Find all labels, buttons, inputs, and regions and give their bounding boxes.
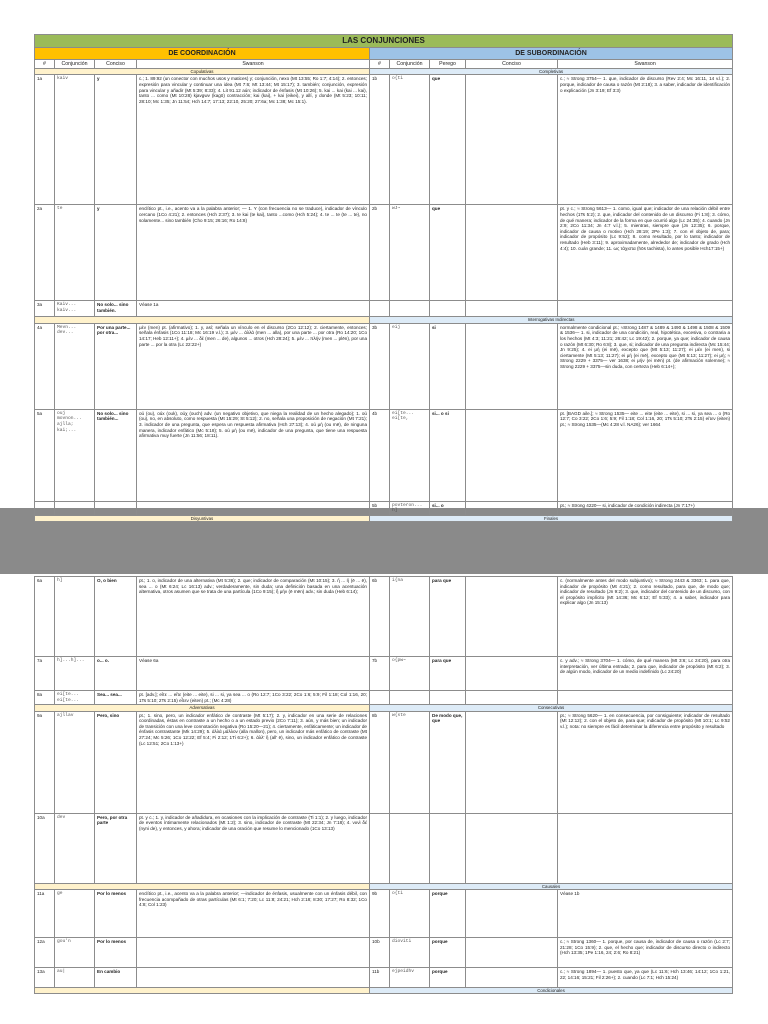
row-number-right: 5b — [370, 501, 390, 515]
swanson-left: oú (ou), oúx (ouk), oúχ (ouch) adv. (un negativo objetivo, que niega la realidad de un hecho alegado); 1. oú (ou), no, en absoluto, como respuesta (Mt 15:29; St 5:12); 2. no, señala una proposición de negación (Mt 7:21); 3. indicador de una pregunta, que espera un respuesta afirmativa (Hch 27:13); 4. oú μή (ou mē), de ninguna manera, indicador enfático (Mc 5:18); 5. oú μή (ou mē), indicador de una pregunta, que tiene una respuesta afirmativa muy fuerte (Jn 11:56; 18:11). — [137, 409, 370, 501]
row-number-left: 5a — [35, 409, 55, 501]
conciso-left: En cambio — [95, 968, 137, 988]
header-swanson-left: Swanson — [137, 60, 370, 69]
conjunction-left: dev — [55, 813, 95, 883]
conjunction-right: w{ste — [390, 711, 430, 813]
conciso-right — [466, 75, 558, 205]
header-perego-right: Perego — [430, 60, 466, 69]
row-number-right: 1b — [370, 75, 390, 205]
swanson-right — [558, 301, 733, 317]
perego-right: si... o — [430, 501, 466, 515]
row-number-left: 13a — [35, 968, 55, 988]
row-number-left: 2a — [35, 205, 55, 301]
conciso-left: O, o bien — [95, 577, 137, 657]
conciso-right — [466, 938, 558, 968]
conciso-left: Por una parte... por otra... — [95, 323, 137, 409]
conciso-left: o... o. — [95, 657, 137, 691]
perego-right: para que — [430, 657, 466, 691]
conciso-right — [466, 711, 558, 813]
conjunction-left: gou'n — [55, 938, 95, 968]
row-number-left: 12a — [35, 938, 55, 968]
perego-right: porque — [430, 890, 466, 938]
conjunction-left: h] — [55, 577, 95, 657]
category-empty-left — [35, 988, 370, 994]
conciso-left: Por lo menos — [95, 938, 137, 968]
category-consecutivas: Consecutivas — [370, 705, 733, 711]
conciso-right — [466, 409, 558, 501]
header-num-left: # — [35, 60, 55, 69]
conjunction-right: wJ~ — [390, 205, 430, 301]
conjunction-right: o{ti — [390, 75, 430, 205]
row-number-right — [370, 691, 390, 705]
row-number-left: 1a — [35, 75, 55, 205]
conciso-left — [95, 501, 137, 515]
conjunction-right: ejpeidhv — [390, 968, 430, 988]
conciso-right — [466, 301, 558, 317]
swanson-right: normalmente condicional pt.; ≈Strong 1487 & 1489 & 1490 & 1498 & 1508 & 1509 & 1536— 1. si, indicador de una condición, real, hipotética, excesiva, o contraria a los hechos (Mt 4:3; 11:21; 26:42; Lc 19:42); 2. porque, ya que; indicador de causa o razón (Mt 6:30; Ro 6:8); 3. que, si; indicador de una pregunta indirecta (Mc 15:44; Jn 9:25); 4. ei μή (ei mē), excepto que (Mt 5:13; 11:27); ei μέν (ei men), si ciertamente (Mt 5:13; 11:27); ei μή (ei mē), excepto que (Mt 5:13; 11:27); ei μή; ≈ Strong 2229 + 3375— ver 1638; ei μήν (ei mēn) pt. (de afirmación solemne); ≈ Strong 2229 + 3375—sin duda, con certeza (Heb 6:14+); — [558, 323, 733, 409]
table-row — [35, 323, 733, 409]
swanson-left: Véase 1a — [137, 301, 370, 317]
swanson-right: c. y adv.; ≈ Strong 3704— 1. cómo, de qué manera (Mt 3:6; Lc 24:20), para otra interpretación, ver última entrada; 2. para que, indicador de propósito (Mt 6:2); 3. de algún modo, indicador de un medio indefinido (Lc 24:20) — [558, 657, 733, 691]
row-number-left: 6a — [35, 577, 55, 657]
table-row — [35, 75, 733, 205]
row-number-left: 3a — [35, 301, 55, 317]
swanson-left: c.; 1. 89:92 (un conector con muchos usos y matices) y; conjunción, nexo (Mt 13:55; Ro 1:7; 4:14); 2. entonces; expresión para vincular y continuar una idea (Mt 7:6; Mt 13:44; Mt 15:17); 3. también; conjunción, expresión para vincular y añadir (Mt 5:39; 8:33); 4. Lit 91.12 aún; indicador de énfasis (Mt 10:26); 5. kai ... kai (kai ... kai), tanto ... como (Mt 10:28) kjavgwv (kagō) contracción; kai (kai), + kai (eikei), y allí, y donde (Mt 5:23; 10:11; 28:10; Mc 1:35; Jn 11:54; Hch 14:7; 17:13; 22:10, 25:20; 27:6a; Mc 1:38; Mc 15:1). — [137, 75, 370, 205]
category-finales: Finales — [370, 516, 733, 522]
conjunction-right — [390, 813, 430, 883]
category-adversativas: Adversativas — [35, 705, 370, 711]
conciso-left: Por lo menos — [95, 890, 137, 938]
row-number-left: 10a — [35, 813, 55, 883]
swanson-right: c.; ≈ Strong 1894— 1. puesto que, ya que (Lc 11:6; Hch 13:46; 14:12; 1Co 1:21, 22; 14:16; 15:21; Fil 2:26+); 2. cuando (Lc 7:1; Hch 15:24) — [558, 968, 733, 988]
perego-right: para que — [430, 577, 466, 657]
table-row — [35, 938, 733, 968]
row-number-right: 4b — [370, 409, 390, 501]
swanson-right: c. (normalmente antes del modo subjuntivo); ≈ Strong 2443 & 3363; 1. para que, indicador de propósito (Mt 4:21); 2. como resultado, para que, de modo que; indicador de resultado (Jn 9:2); 3. que, indicador del contenido de un discurso, con el propósito implícito (Mt 14:36; Mc 6:12; Ef 5:33); 4. a saber, indicador para explicar algo (Jn 15:13) — [558, 577, 733, 657]
category-row — [35, 516, 733, 522]
header-swanson-right: Swanson — [558, 60, 733, 69]
row-number-right: 11b — [370, 968, 390, 988]
perego-right — [430, 691, 466, 705]
conjunctions-table-page-2 — [34, 576, 733, 994]
conciso-left: Pero, por otra parte — [95, 813, 137, 883]
header-conj-right: Conjunción — [390, 60, 430, 69]
header-conciso-right: Conciso — [466, 60, 558, 69]
swanson-left: pt. y c.; 1. y, indicador de añadidura, en ocasiones con la implicación de contraste (Ti 1:1); 2. y luego, indicador de eventos íntimamente relacionados (Mt 1:2); 3. sino, indicador de contraste (Mt 22:34; Jn 7:18); 4. νυνὶ δέ (nyni de), y entonces, y ahora; indicador de una oración que resume lo mencionado (1Co 13:13) — [137, 813, 370, 883]
conjunction-left: te — [55, 205, 95, 301]
swanson-right: pt. y c.; ≈ Strong 5613— 1. como, igual que; indicador de una relación débil entre hechos (1Ts 5:2); 2. que, indicador del contenido de un discurso (Fi 1:8); 3. cómo, de qué manera; indicador de la forma en que ocurrió algo (Lc 24:35); 4. cuando (Jn 2:9; 2Co 11:34; Jn 4:7 v.l.); 5. mientras, siempre que (Jn 12:35); 6. porque, indicador de causa o motivo (Hch 28:19; 2Pe 1:3); 7. con el objeto de, para; indicador de propósito (Lc 9:52); 8. como resultado, por lo tanto; indicador de resultado (Heb 3:11); 9. aproximadamente, alrededor de; indicador de grado (Hch 4:4); 10. cuán grande; 11. ως τάχιστα (hōs tachista), lo antes posible Hch17:15+) — [558, 205, 733, 301]
conjunction-left: ajllav — [55, 711, 95, 813]
category-row — [35, 988, 733, 994]
perego-right — [430, 301, 466, 317]
conjunction-left: au| — [55, 968, 95, 988]
swanson-left: pt.; 1. o, indicador de una alternativa (Mt 5:36); 2. que; indicador de comparación (Mt 10:15); 3. ἤ ... ἤ (ē ... ē), sea ... o (Mt 6:24; Lc 16:13) adv.; verdaderamente, sin duda; una definición basada en una acentuación alternativa, otros asumen que se trata de una partícula (1Co 9:15); ἦ μήν (ē mēn) adv.; sin duda (Heb 6:14); — [137, 577, 370, 657]
row-number-right: 7b — [370, 657, 390, 691]
row-number-left: 4a — [35, 323, 55, 409]
page-title: LAS CONJUNCIONES — [35, 35, 733, 48]
column-headers — [35, 60, 733, 69]
perego-right: porque — [430, 938, 466, 968]
table-row — [35, 577, 733, 657]
table-row — [35, 711, 733, 813]
conjunction-right — [390, 691, 430, 705]
swanson-right: c.; ≈ Strong 3754— 1. que, indicador de discurso (Rev 2:4; Mc 16:11, 14 v.l.); 2. porque, indicador de causa o razón (Mt 2:18); 3. a saber, indicador de identificación o explicación (Jn 3:19; Ef 3:3) — [558, 75, 733, 205]
row-number-right: 3b — [370, 323, 390, 409]
table-row — [35, 890, 733, 938]
swanson-right: pt.; ≈ Strong 4220— si, indicador de condición indirecta (Jn 7:17+) — [558, 501, 733, 515]
conjunction-left: Mevn... dev... — [55, 323, 95, 409]
swanson-left: enclítico pt., i.e., acento va a la palabra anterior; —indicador de énfasis, usualmente con un énfasis débil, con frecuencia acompañado de otras partículas (Mt 6:1; 7:20; Lc 11:8; 24:21; Hch 2:18; 8:30; 17:27; Ro 8:32; 1Co 4:8; Col 1:23) — [137, 890, 370, 938]
conjunction-right: ei[te... ei[te, — [390, 409, 430, 501]
conjunction-right: o{ti — [390, 890, 430, 938]
conciso-left: Pero, sino — [95, 711, 137, 813]
table-row — [35, 813, 733, 883]
conjunction-left: h]...h]... — [55, 657, 95, 691]
header-conj-left: Conjunción — [55, 60, 95, 69]
category-disyuntivas: Disyuntivas — [35, 516, 370, 522]
section-coordination: DE COORDINACIÓN — [35, 48, 370, 60]
perego-right: si — [430, 323, 466, 409]
conjunction-right: povteron... h] — [390, 501, 430, 515]
swanson-right: Véase 1b — [558, 890, 733, 938]
conjunction-right: eij — [390, 323, 430, 409]
conciso-right — [466, 968, 558, 988]
row-number-right: 2b — [370, 205, 390, 301]
table-row — [35, 301, 733, 317]
perego-right: si... o si — [430, 409, 466, 501]
row-number-right: 9b — [370, 890, 390, 938]
table-row — [35, 968, 733, 988]
header-conciso-left: Conciso — [95, 60, 137, 69]
swanson-left: pt.; 1. sino, pero, un indicador enfático de contraste (Mt 5:17); 2. y, indicador en una serie de relaciones coordinadas, éstas en contraste a un hecho o a un estado previo (2Co 7:11); 3. aún, y más bien; un indicador de transición con una leve connotación negativa (Ro 15:20—21); 4. ciertamente, enfáticamente; un indicador de énfasis contrastante (Mk 14:29); 5. ἀλλά μάλλον (alla mallon), pero, un indicador más enfático de contraste (Mt 27:24; Mc 5:26; 1Co 12:22; Ef 5:4; Fi 2:12; 1Ti 6:2+); 6. ἀλλ' ἤ (all' ē), sino, un indicador enfático de contraste (Lc 12:51; 2Co 1:13+) — [137, 711, 370, 813]
section-subordination: DE SUBORDINACIÓN — [370, 48, 733, 60]
swanson-right — [558, 691, 733, 705]
conjunction-right: o{pw~ — [390, 657, 430, 691]
conjunction-left: Kaiv... kaiv... — [55, 301, 95, 317]
row-number-left: 8a — [35, 691, 55, 705]
swanson-right: pt. [BAGD aile.]; ≈ Strong 1535— eite ... eite (eite ... eite), si ... si, ya sea ... o (Ro 12:7; Co 3:22; 2Co 1:6; 5:9; Fil 1:18; Col 1:16, 20; 1Ts 5:10; 2Ts 2:15) eíτεν (eiten) pt.; ≈ Strong 1535—(Mc 4:28 v.l. NA26); ver 1664 — [558, 409, 733, 501]
row-number-right — [370, 813, 390, 883]
table-row — [35, 657, 733, 691]
conjunction-right: i{na — [390, 577, 430, 657]
conjunction-left: ge — [55, 890, 95, 938]
category-interrogativas: Interrogativas Indirectas — [370, 317, 733, 323]
table-row — [35, 205, 733, 301]
conjunction-left: kaiv — [55, 75, 95, 205]
table-row — [35, 409, 733, 501]
header-num-right: # — [370, 60, 390, 69]
row-number-right: 8b — [370, 711, 390, 813]
conciso-right — [466, 890, 558, 938]
swanson-left: enclítico pt., i.e., acento va a la palabra anterior; — 1. Y (con frecuencia no se traduce), indicador de vínculo cercano (1Co 4:21); 2. entonces (Hch 2:37); 3. te kai (te kai), tanto ...como (Hch 5:24); 4. te ... te (te ... te), no solamente... sino también (Cho 9:15; 26:16; Ro 14:8) — [137, 205, 370, 301]
conciso-left: No solo... sino también. — [95, 301, 137, 317]
swanson-right — [558, 813, 733, 883]
category-copulativas: Copulativas — [35, 69, 370, 75]
row-number-left: 9a — [35, 711, 55, 813]
conjunction-left — [55, 501, 95, 515]
category-causales: Causales — [370, 883, 733, 889]
perego-right: que — [430, 205, 466, 301]
table-row — [35, 691, 733, 705]
conjunction-left: ouj movnon... ajlla; kai;... — [55, 409, 95, 501]
swanson-left — [137, 938, 370, 968]
conciso-left: y — [95, 205, 137, 301]
row-number-left: 7a — [35, 657, 55, 691]
row-number-right: 6b — [370, 577, 390, 657]
swanson-left: Véase 6a — [137, 657, 370, 691]
perego-right: porque — [430, 968, 466, 988]
conciso-left: y — [95, 75, 137, 205]
category-completivas: Completivas — [370, 69, 733, 75]
swanson-left: pt. [adv.]; eἴτε ... eἴτε (eite ... eite), si ... si, ya sea ... o (Ro 12:7; 1Co 3:22; 2Co 1:6; 5:9; Fil 1:18; Col 1:16, 20; 1Ts 5:10; 2Ts 2:15) eἶτεν (eiten) pt.; (Mc 4:28) — [137, 691, 370, 705]
conciso-right — [466, 657, 558, 691]
conjunctions-table-page-1 — [34, 34, 733, 522]
swanson-left: μέν (men) pt. (afirmativo); 1. y, así; señala un vínculo en el discurso (2Co 12:12); 2. ciertamente, entonces; señala énfasis (1Co 11:18; Mc 16:19 v.l.); 3. μέν ... ἀλλά (men ... alla), por una parte ... por otra (Ro 14:20; 1Co 14:17; Heb 12:11+); 4. μέν ... δέ (men ... de), algunos ... otros (Hch 28:24); 5. μέν ... πλήν (men ... plēn), por una parte ... por la otra (Lc 22:22+) — [137, 323, 370, 409]
perego-right: que — [430, 75, 466, 205]
swanson-right: c.; ≈ Strong 1360— 1. porque, por causa de, indicador de causa o razón (Lc 2:7; 21:28; 1Co 15:9); 2. que, el hecho que; indicador de discurso directo o indirecto (Hch 13:35; 1Pe 1:16, 24; 2:6; Ro 8:21) — [558, 938, 733, 968]
conjunction-right — [390, 301, 430, 317]
document-page-2 — [0, 574, 768, 1024]
perego-right: De modo que, que — [430, 711, 466, 813]
row-number-right — [370, 301, 390, 317]
swanson-right: pt.; ≈ Strong 5620— 1. en consecuencia, por consiguiente; indicador de resultado (Mt 12:12); 2. con el objeto de, para que; indicador de propósito (Mt 10:1; Lc 9:52 v.l.); nota: no siempre es fácil determinar la diferencia entre propósito y resultado — [558, 711, 733, 813]
conciso-right — [466, 691, 558, 705]
swanson-left — [137, 501, 370, 515]
conciso-right — [466, 501, 558, 515]
conciso-right — [466, 205, 558, 301]
row-number-left: 11a — [35, 890, 55, 938]
conciso-left: Sea... sea... — [95, 691, 137, 705]
perego-right — [430, 813, 466, 883]
swanson-left — [137, 968, 370, 988]
conjunction-left: ei[te... ei[te... — [55, 691, 95, 705]
conciso-right — [466, 323, 558, 409]
conciso-right — [466, 577, 558, 657]
conjunction-right: dioviti — [390, 938, 430, 968]
category-condicionales: Condicionales — [370, 988, 733, 994]
conciso-right — [466, 813, 558, 883]
conciso-left: No solo... sino también... — [95, 409, 137, 501]
table-row — [35, 501, 733, 515]
row-number-left — [35, 501, 55, 515]
row-number-right: 10b — [370, 938, 390, 968]
